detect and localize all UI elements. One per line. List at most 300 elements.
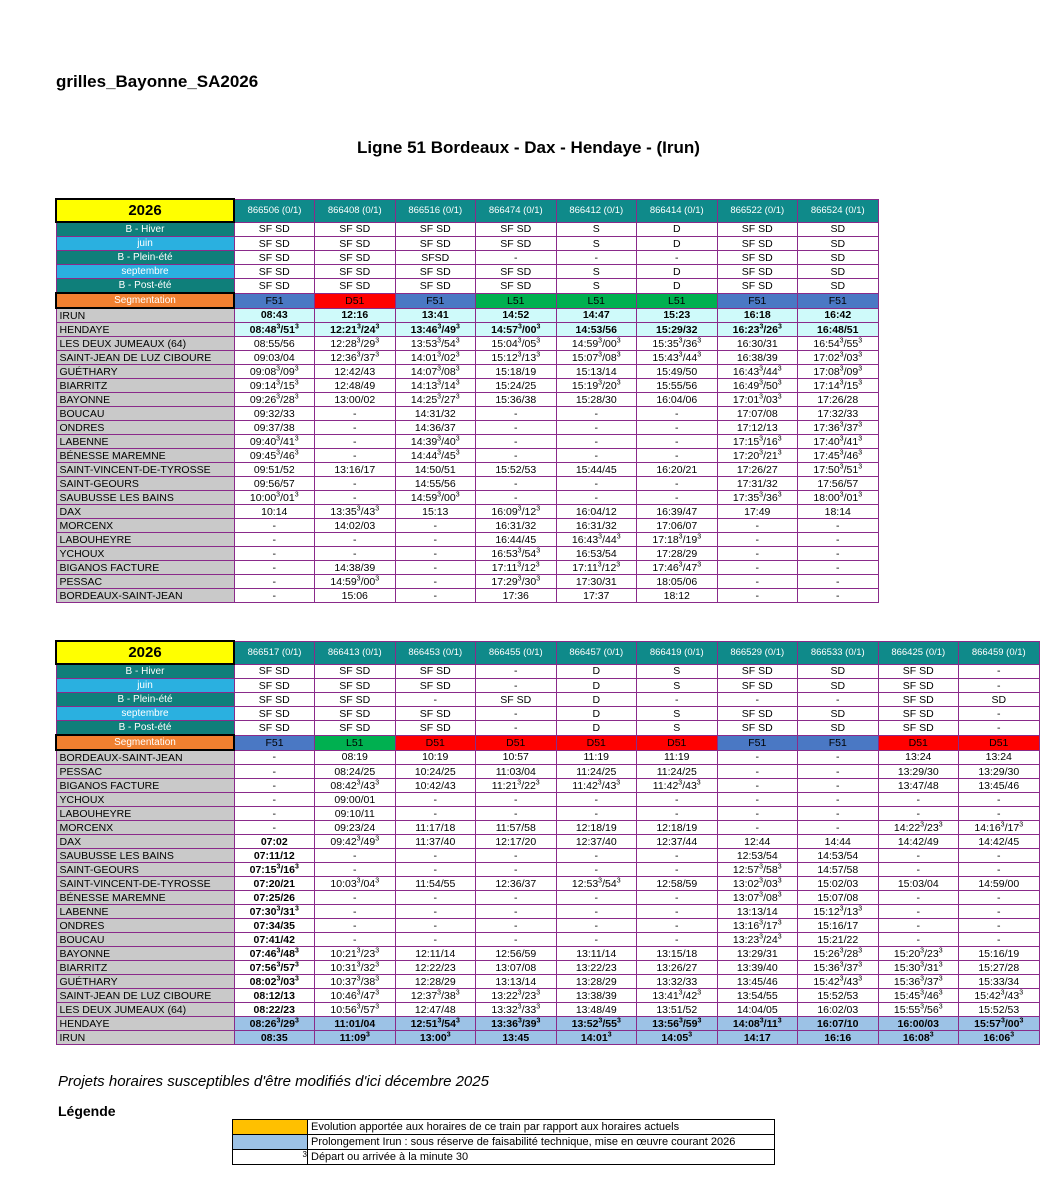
table-row	[56, 519, 878, 533]
time-cell: 14:55/56	[395, 477, 476, 491]
time-cell: $14:39^3/40^3$	[395, 435, 476, 449]
period-value: SF SD	[234, 679, 315, 693]
time-cell: 16:53/54	[556, 547, 637, 561]
legend-title: Légende	[58, 1103, 116, 1119]
time-cell: -	[798, 765, 879, 779]
time-cell: -	[717, 793, 798, 807]
time-cell: 13:32/33	[637, 975, 718, 989]
period-value: SD	[798, 279, 879, 294]
time-cell: $11:09^3$	[315, 1031, 396, 1045]
period-value: SF SD	[395, 664, 476, 679]
time-cell: 17:12/13	[717, 421, 798, 435]
station-name: IRUN	[56, 308, 234, 323]
time-cell: 16:30/31	[717, 337, 798, 351]
time-cell: -	[798, 807, 879, 821]
time-cell: 12:56/59	[476, 947, 557, 961]
time-cell: 12:48/49	[315, 379, 396, 393]
time-cell: -	[959, 807, 1040, 821]
time-cell: 13:47/48	[878, 779, 959, 793]
train-number: 866419 (0/1)	[637, 641, 718, 664]
time-cell: $12:28^3/29^3$	[315, 337, 396, 351]
period-value: D	[556, 664, 637, 679]
period-value: SF SD	[717, 265, 798, 279]
time-cell: 12:17/20	[476, 835, 557, 849]
train-number: 866533 (0/1)	[798, 641, 879, 664]
period-value: D	[637, 265, 718, 279]
time-cell: 13:45/46	[959, 779, 1040, 793]
time-cell: 15:03/04	[878, 877, 959, 891]
time-cell: 07:25/26	[234, 891, 315, 905]
station-name: HENDAYE	[56, 323, 234, 337]
time-cell: $10:21^3/23^3$	[315, 947, 396, 961]
time-cell: 13:41	[395, 308, 476, 323]
time-cell: $15:12^3/13^3$	[798, 905, 879, 919]
legend-swatch: 3	[233, 1150, 308, 1165]
period-value: D	[556, 679, 637, 693]
table-row	[56, 477, 878, 491]
segment-code: L51	[637, 293, 718, 308]
time-cell: -	[637, 421, 718, 435]
time-cell: 13:38/39	[556, 989, 637, 1003]
time-cell: 16:48/51	[798, 323, 879, 337]
time-cell: $15:36^3/37^3$	[878, 975, 959, 989]
time-cell: 10:42/43	[395, 779, 476, 793]
time-cell: 09:03/04	[234, 351, 315, 365]
period-value: SF SD	[717, 679, 798, 693]
time-cell: $11:21^3/22^3$	[476, 779, 557, 793]
station-name: ONDRES	[56, 919, 234, 933]
segment-code: L51	[476, 293, 557, 308]
time-cell: -	[637, 491, 718, 505]
time-cell: -	[717, 533, 798, 547]
time-cell: 13:51/52	[637, 1003, 718, 1017]
period-value: -	[717, 693, 798, 707]
time-cell: 13:26/27	[637, 961, 718, 975]
time-cell: $09:42^3/49^3$	[315, 835, 396, 849]
period-value: SF SD	[395, 265, 476, 279]
time-cell: $08:26^3/29^3$	[234, 1017, 315, 1031]
time-cell: $17:18^3/19^3$	[637, 533, 718, 547]
time-cell: $17:50^3/51^3$	[798, 463, 879, 477]
time-cell: 13:45/46	[717, 975, 798, 989]
time-cell: $17:36^3/37^3$	[798, 421, 879, 435]
time-cell: $17:20^3/21^3$	[717, 449, 798, 463]
time-cell: -	[637, 919, 718, 933]
table-row	[56, 323, 878, 337]
time-cell: 16:44/45	[476, 533, 557, 547]
station-name: BAYONNE	[56, 393, 234, 407]
time-cell: -	[798, 533, 879, 547]
time-cell: 07:20/21	[234, 877, 315, 891]
time-cell: 13:29/30	[959, 765, 1040, 779]
time-cell: $14:16^3/17^3$	[959, 821, 1040, 835]
time-cell: $09:40^3/41^3$	[234, 435, 315, 449]
time-cell: $14:25^3/27^3$	[395, 393, 476, 407]
time-cell: 07:11/12	[234, 849, 315, 863]
station-name: DAX	[56, 835, 234, 849]
time-cell: 14:38/39	[315, 561, 396, 575]
time-cell: 15:13	[395, 505, 476, 519]
time-cell: 13:29/31	[717, 947, 798, 961]
station-name: SAINT-JEAN DE LUZ CIBOURE	[56, 989, 234, 1003]
table-row	[56, 821, 1039, 835]
time-cell: $13:00^3$	[395, 1031, 476, 1045]
time-cell: -	[959, 863, 1040, 877]
time-cell: $13:02^3/03^3$	[717, 877, 798, 891]
time-cell: -	[959, 919, 1040, 933]
time-cell: 12:37/40	[556, 835, 637, 849]
time-cell: 09:32/33	[234, 407, 315, 421]
time-cell: $14:59^3/00^3$	[556, 337, 637, 351]
segment-code: D51	[556, 735, 637, 750]
period-value: SF SD	[476, 237, 557, 251]
time-cell: 16:31/32	[556, 519, 637, 533]
time-cell: -	[637, 407, 718, 421]
time-cell: 17:07/08	[717, 407, 798, 421]
time-cell: 13:00/02	[315, 393, 396, 407]
time-cell: -	[637, 933, 718, 947]
table-row	[56, 905, 1039, 919]
train-number: 866474 (0/1)	[476, 199, 557, 222]
time-cell: -	[637, 435, 718, 449]
time-cell: $10:00^3/01^3$	[234, 491, 315, 505]
train-number: 866522 (0/1)	[717, 199, 798, 222]
time-cell: 15:24/25	[476, 379, 557, 393]
time-cell: 14:47	[556, 308, 637, 323]
time-cell: 13:39/40	[717, 961, 798, 975]
period-value: SF SD	[315, 664, 396, 679]
period-value: SF SD	[878, 707, 959, 721]
time-cell: -	[717, 821, 798, 835]
time-cell: 09:56/57	[234, 477, 315, 491]
time-cell: $12:21^3/24^3$	[315, 323, 396, 337]
period-value: SF SD	[234, 251, 315, 265]
time-cell: 08:55/56	[234, 337, 315, 351]
period-value: SF SD	[717, 237, 798, 251]
time-cell: $09:14^3/15^3$	[234, 379, 315, 393]
period-value: SF SD	[315, 721, 396, 736]
table-row	[56, 779, 1039, 793]
time-cell: $17:40^3/41^3$	[798, 435, 879, 449]
train-number: 866408 (0/1)	[315, 199, 396, 222]
time-cell: 18:14	[798, 505, 879, 519]
time-cell: $15:20^3/23^3$	[878, 947, 959, 961]
time-cell: 15:33/34	[959, 975, 1040, 989]
table-row	[56, 491, 878, 505]
period-value: SD	[798, 664, 879, 679]
period-value: D	[556, 693, 637, 707]
time-cell: $16:08^3$	[878, 1031, 959, 1045]
time-cell: -	[395, 807, 476, 821]
table-row	[56, 835, 1039, 849]
time-cell: -	[395, 533, 476, 547]
time-cell: -	[556, 407, 637, 421]
station-name: BÉNESSE MAREMNE	[56, 891, 234, 905]
period-value: S	[637, 721, 718, 736]
time-cell: $14:44^3/45^3$	[395, 449, 476, 463]
period-value: SF SD	[476, 222, 557, 237]
time-cell: $12:36^3/37^3$	[315, 351, 396, 365]
time-cell: 11:17/18	[395, 821, 476, 835]
time-cell: $07:56^3/57^3$	[234, 961, 315, 975]
time-cell: -	[476, 933, 557, 947]
time-cell: -	[234, 547, 315, 561]
time-cell: $16:09^3/12^3$	[476, 505, 557, 519]
time-cell: $13:41^3/42^3$	[637, 989, 718, 1003]
time-cell: 12:28/29	[395, 975, 476, 989]
time-cell: $12:37^3/38^3$	[395, 989, 476, 1003]
time-cell: -	[395, 547, 476, 561]
period-value: -	[476, 679, 557, 693]
station-name: GUÉTHARY	[56, 975, 234, 989]
time-cell: -	[315, 863, 396, 877]
time-cell: -	[556, 905, 637, 919]
time-cell: $15:19^3/20^3$	[556, 379, 637, 393]
station-name: YCHOUX	[56, 547, 234, 561]
period-value: SD	[798, 265, 879, 279]
legend-text: Evolution apportée aux horaires de ce train par rapport aux horaires actuels	[308, 1120, 775, 1135]
period-label: B - Hiver	[56, 222, 234, 237]
time-cell: $13:46^3/49^3$	[395, 323, 476, 337]
period-value: S	[556, 279, 637, 294]
time-cell: $17:08^3/09^3$	[798, 365, 879, 379]
time-cell: -	[798, 575, 879, 589]
time-cell: $14:07^3/08^3$	[395, 365, 476, 379]
time-cell: $15:35^3/36^3$	[637, 337, 718, 351]
time-cell: 10:14	[234, 505, 315, 519]
train-number: 866524 (0/1)	[798, 199, 879, 222]
time-cell: 16:04/06	[637, 393, 718, 407]
station-name: BIGANOS FACTURE	[56, 561, 234, 575]
segment-code: L51	[315, 735, 396, 750]
period-value: -	[476, 707, 557, 721]
table-row	[56, 435, 878, 449]
time-cell: $08:48^3/51^3$	[234, 323, 315, 337]
time-cell: $17:14^3/15^3$	[798, 379, 879, 393]
period-value: SF SD	[315, 265, 396, 279]
period-value: -	[476, 721, 557, 736]
station-name: BORDEAUX-SAINT-JEAN	[56, 750, 234, 765]
period-value: SF SD	[234, 237, 315, 251]
train-number: 866455 (0/1)	[476, 641, 557, 664]
time-cell: 13:13/14	[476, 975, 557, 989]
time-cell: 08:43	[234, 308, 315, 323]
table-row	[56, 947, 1039, 961]
time-cell: -	[234, 575, 315, 589]
time-cell: 12:58/59	[637, 877, 718, 891]
period-value: SD	[798, 721, 879, 736]
time-cell: 07:34/35	[234, 919, 315, 933]
station-name: MORCENX	[56, 821, 234, 835]
time-cell: $12:51^3/54^3$	[395, 1017, 476, 1031]
segment-code: F51	[395, 293, 476, 308]
time-cell: $07:46^3/48^3$	[234, 947, 315, 961]
train-number: 866425 (0/1)	[878, 641, 959, 664]
time-cell: 13:22/23	[556, 961, 637, 975]
time-cell: -	[556, 807, 637, 821]
period-value: SF SD	[717, 664, 798, 679]
time-cell: -	[959, 891, 1040, 905]
timetable-southbound	[55, 198, 879, 603]
time-cell: $17:29^3/30^3$	[476, 575, 557, 589]
time-cell: 13:45	[476, 1031, 557, 1045]
time-cell: 09:51/52	[234, 463, 315, 477]
period-value: S	[637, 707, 718, 721]
time-cell: 17:49	[717, 505, 798, 519]
time-cell: -	[556, 849, 637, 863]
time-cell: -	[234, 793, 315, 807]
station-name: LES DEUX JUMEAUX (64)	[56, 1003, 234, 1017]
time-cell: $09:26^3/28^3$	[234, 393, 315, 407]
station-name: SAINT-JEAN DE LUZ CIBOURE	[56, 351, 234, 365]
period-label: juin	[56, 237, 234, 251]
time-cell: 17:56/57	[798, 477, 879, 491]
time-cell: -	[717, 547, 798, 561]
station-name: BÉNESSE MAREMNE	[56, 449, 234, 463]
time-cell: -	[234, 561, 315, 575]
time-cell: $13:07^3/08^3$	[717, 891, 798, 905]
time-cell: -	[798, 750, 879, 765]
time-cell: -	[476, 793, 557, 807]
time-cell: $13:52^3/55^3$	[556, 1017, 637, 1031]
time-cell: -	[395, 561, 476, 575]
time-cell: -	[234, 807, 315, 821]
time-cell: $16:49^3/50^3$	[717, 379, 798, 393]
time-cell: 12:16	[315, 308, 396, 323]
time-cell: $17:11^3/12^3$	[476, 561, 557, 575]
time-cell: 07:41/42	[234, 933, 315, 947]
time-cell: 14:36/37	[395, 421, 476, 435]
time-cell: 13:54/55	[717, 989, 798, 1003]
time-cell: -	[798, 779, 879, 793]
period-label: B - Hiver	[56, 664, 234, 679]
period-value: SFSD	[395, 251, 476, 265]
time-cell: -	[959, 849, 1040, 863]
time-cell: $14:59^3/00^3$	[395, 491, 476, 505]
time-cell: 16:38/39	[717, 351, 798, 365]
time-cell: -	[717, 519, 798, 533]
station-name: YCHOUX	[56, 793, 234, 807]
time-cell: $11:42^3/43^3$	[637, 779, 718, 793]
table-row	[56, 793, 1039, 807]
time-cell: -	[637, 807, 718, 821]
station-name: DAX	[56, 505, 234, 519]
time-cell: -	[556, 863, 637, 877]
time-cell: 10:19	[395, 750, 476, 765]
station-name: BIARRITZ	[56, 379, 234, 393]
time-cell: 17:30/31	[556, 575, 637, 589]
period-value: SF SD	[234, 707, 315, 721]
time-cell: $15:57^3/00^3$	[959, 1017, 1040, 1031]
station-name: SAUBUSSE LES BAINS	[56, 491, 234, 505]
time-cell: $16:06^3$	[959, 1031, 1040, 1045]
time-cell: 11:24/25	[637, 765, 718, 779]
table-row	[56, 561, 878, 575]
time-cell: 13:28/29	[556, 975, 637, 989]
table-row	[56, 351, 878, 365]
period-value: S	[637, 664, 718, 679]
time-cell: -	[878, 919, 959, 933]
legend-swatch	[233, 1120, 308, 1135]
time-cell: -	[395, 933, 476, 947]
period-value: SF SD	[717, 721, 798, 736]
time-cell: -	[315, 533, 396, 547]
time-cell: 08:12/13	[234, 989, 315, 1003]
time-cell: 14:59/00	[959, 877, 1040, 891]
time-cell: -	[556, 435, 637, 449]
time-cell: 12:44	[717, 835, 798, 849]
period-value: SF SD	[717, 251, 798, 265]
time-cell: -	[315, 933, 396, 947]
time-cell: -	[315, 435, 396, 449]
period-value: SF SD	[395, 222, 476, 237]
segmentation-label: Segmentation	[56, 293, 234, 308]
time-cell: -	[556, 793, 637, 807]
time-cell: -	[476, 807, 557, 821]
table-row	[56, 1031, 1039, 1045]
table-row	[56, 877, 1039, 891]
time-cell: -	[395, 575, 476, 589]
time-cell: -	[395, 919, 476, 933]
time-cell: -	[476, 435, 557, 449]
time-cell: -	[315, 547, 396, 561]
time-cell: 13:07/08	[476, 961, 557, 975]
period-label: B - Post-été	[56, 279, 234, 294]
time-cell: $09:08^3/09^3$	[234, 365, 315, 379]
station-name: BORDEAUX-SAINT-JEAN	[56, 589, 234, 603]
time-cell: 17:06/07	[637, 519, 718, 533]
station-name: BOUCAU	[56, 407, 234, 421]
time-cell: $15:07^3/08^3$	[556, 351, 637, 365]
time-cell: $17:45^3/46^3$	[798, 449, 879, 463]
time-cell: $13:16^3/17^3$	[717, 919, 798, 933]
time-cell: -	[315, 905, 396, 919]
time-cell: -	[476, 421, 557, 435]
table-row	[56, 891, 1039, 905]
period-value: -	[959, 707, 1040, 721]
time-cell: 17:36	[476, 589, 557, 603]
time-cell: -	[476, 449, 557, 463]
station-name: BAYONNE	[56, 947, 234, 961]
station-name: PESSAC	[56, 765, 234, 779]
table-row	[56, 863, 1039, 877]
station-name: HENDAYE	[56, 1017, 234, 1031]
train-number: 866459 (0/1)	[959, 641, 1040, 664]
time-cell: 17:26/27	[717, 463, 798, 477]
time-cell: -	[717, 575, 798, 589]
station-name: SAINT-VINCENT-DE-TYROSSE	[56, 463, 234, 477]
time-cell: -	[717, 750, 798, 765]
period-value: -	[476, 664, 557, 679]
table-row	[56, 1003, 1039, 1017]
period-value: SF SD	[234, 265, 315, 279]
period-value: D	[637, 222, 718, 237]
period-label: B - Plein-été	[56, 693, 234, 707]
time-cell: $17:11^3/12^3$	[556, 561, 637, 575]
time-cell: 14:52	[476, 308, 557, 323]
time-cell: 18:05/06	[637, 575, 718, 589]
period-value: SD	[959, 693, 1040, 707]
time-cell: 14:50/51	[395, 463, 476, 477]
table-row	[56, 807, 1039, 821]
time-cell: 17:37	[556, 589, 637, 603]
period-value: SF SD	[315, 679, 396, 693]
period-value: D	[556, 707, 637, 721]
time-cell: -	[959, 933, 1040, 947]
legend-table	[232, 1119, 775, 1165]
time-cell: -	[476, 849, 557, 863]
time-cell: -	[637, 891, 718, 905]
